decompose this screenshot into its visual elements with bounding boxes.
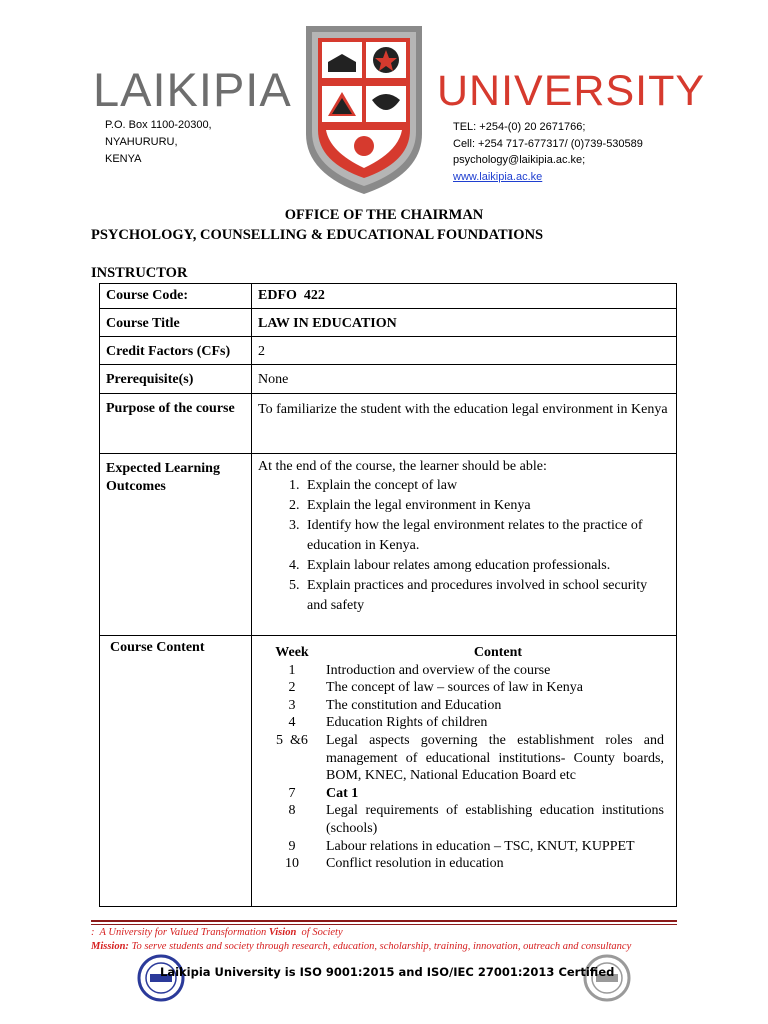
week-header: Week — [275, 645, 309, 660]
course-code-value: EDFO 422 — [252, 284, 677, 309]
outcomes-cell — [252, 454, 677, 636]
week-number: 4 — [288, 715, 296, 731]
table-row — [258, 732, 670, 785]
course-content-cell — [252, 636, 677, 907]
weekly-schedule — [258, 644, 670, 873]
week-content: Education Rights of children — [326, 715, 488, 731]
list-item: 1. Explain the concept of law — [303, 476, 670, 496]
week-number: 2 — [288, 680, 296, 696]
iso-certification-text: Laikipia University is ISO 9001:2015 and ISO/IEC 27001:2013 Certified — [160, 965, 615, 979]
content-header: Content — [473, 645, 523, 660]
week-content: Cat 1 — [326, 785, 359, 801]
week-content: Legal aspects governing the establishment roles and management of educational institutions- County boards, BOM, KNEC, National Education Board etc — [326, 732, 664, 784]
phone-line: TEL: +254-(0) 20 2671766; — [453, 121, 586, 133]
list-item: 3. Identify how the legal environment relates to the practice of education in Kenya. — [303, 516, 670, 556]
week-number: 3 — [288, 697, 296, 713]
week-number: 9 — [288, 838, 296, 854]
week-number: 5 &6 — [276, 732, 308, 748]
address-line: KENYA — [105, 153, 142, 165]
postal-address — [105, 117, 212, 168]
prerequisite-value: None — [252, 365, 677, 394]
credit-factors-value: 2 — [252, 337, 677, 365]
table-row — [100, 636, 677, 907]
letterhead — [0, 0, 768, 190]
course-code-label: Course Code: — [100, 284, 252, 309]
instructor-label: INSTRUCTOR — [91, 265, 188, 281]
week-content: Labour relations in education – TSC, KNUT, KUPPET — [326, 838, 635, 854]
university-crest-logo — [302, 24, 426, 196]
course-title-label: Course Title — [100, 309, 252, 337]
footer-divider-thin — [91, 924, 677, 925]
office-title: OFFICE OF THE CHAIRMAN — [284, 207, 484, 223]
vision-word: Vision — [268, 927, 297, 938]
week-content: Introduction and overview of the course — [326, 662, 551, 678]
mission-text: To serve students and society through research, education, scholarship, training, innovation, outreach and consultancy — [128, 941, 632, 952]
footer-divider — [91, 920, 677, 922]
week-content: Conflict resolution in education — [326, 856, 504, 872]
week-number: 7 — [288, 785, 296, 801]
schedule-header — [258, 644, 670, 662]
vision-statement — [91, 927, 343, 938]
table-row — [100, 454, 677, 636]
list-item: 5. Explain practices and procedures involved in school security and safety — [303, 576, 670, 616]
address-line: NYAHURURU, — [105, 136, 178, 148]
purpose-value: To familiarize the student with the education legal environment in Kenya — [252, 394, 677, 454]
table-row — [100, 394, 677, 454]
department-title: PSYCHOLOGY, COUNSELLING & EDUCATIONAL FOUNDATIONS — [91, 227, 544, 243]
table-row — [100, 284, 677, 309]
outcomes-intro: At the end of the course, the learner should be able: — [258, 459, 547, 474]
table-row — [258, 662, 670, 680]
course-outline-table — [99, 283, 677, 907]
course-content-label: Course Content — [100, 636, 252, 907]
cell-line: Cell: +254 717-677317/ (0)739-530589 — [453, 137, 643, 150]
outcomes-label: Expected Learning Outcomes — [100, 454, 252, 636]
table-row — [258, 802, 670, 837]
table-row — [100, 365, 677, 394]
credit-factors-label: Credit Factors (CFs) — [100, 337, 252, 365]
table-row — [258, 838, 670, 856]
week-content: The constitution and Education — [326, 697, 502, 713]
purpose-label: Purpose of the course — [100, 394, 252, 454]
brand-name-left: LAIKIPIA — [93, 63, 292, 116]
contact-details — [453, 119, 643, 183]
vision-prefix: : A University for Valued Transformation — [91, 927, 269, 938]
course-title-value: LAW IN EDUCATION — [252, 309, 677, 337]
prerequisite-label: Prerequisite(s) — [100, 365, 252, 394]
table-row — [258, 714, 670, 732]
table-row — [258, 785, 670, 803]
week-number: 8 — [288, 803, 296, 819]
table-row — [100, 337, 677, 365]
week-content: The concept of law – sources of law in Kenya — [326, 680, 583, 696]
address-line: P.O. Box 1100-20300, — [105, 119, 212, 131]
brand-name-right: UNIVERSITY — [437, 67, 706, 115]
week-content: Legal requirements of establishing education institutions (schools) — [326, 803, 664, 836]
table-row — [258, 855, 670, 873]
week-number: 10 — [285, 856, 299, 872]
table-row — [258, 679, 670, 697]
table-row — [258, 697, 670, 715]
table-row — [100, 309, 677, 337]
list-item: 4. Explain labour relates among education professionals. — [303, 556, 670, 576]
list-item: 2. Explain the legal environment in Kenya — [303, 496, 670, 516]
outcomes-list — [258, 476, 670, 616]
mission-label: Mission: — [91, 941, 129, 952]
vision-suffix: of Society — [296, 927, 343, 938]
mission-statement — [91, 941, 631, 952]
week-number: 1 — [288, 662, 296, 678]
email-line: psychology@laikipia.ac.ke; — [453, 154, 586, 166]
website-link[interactable]: www.laikipia.ac.ke — [453, 170, 543, 183]
